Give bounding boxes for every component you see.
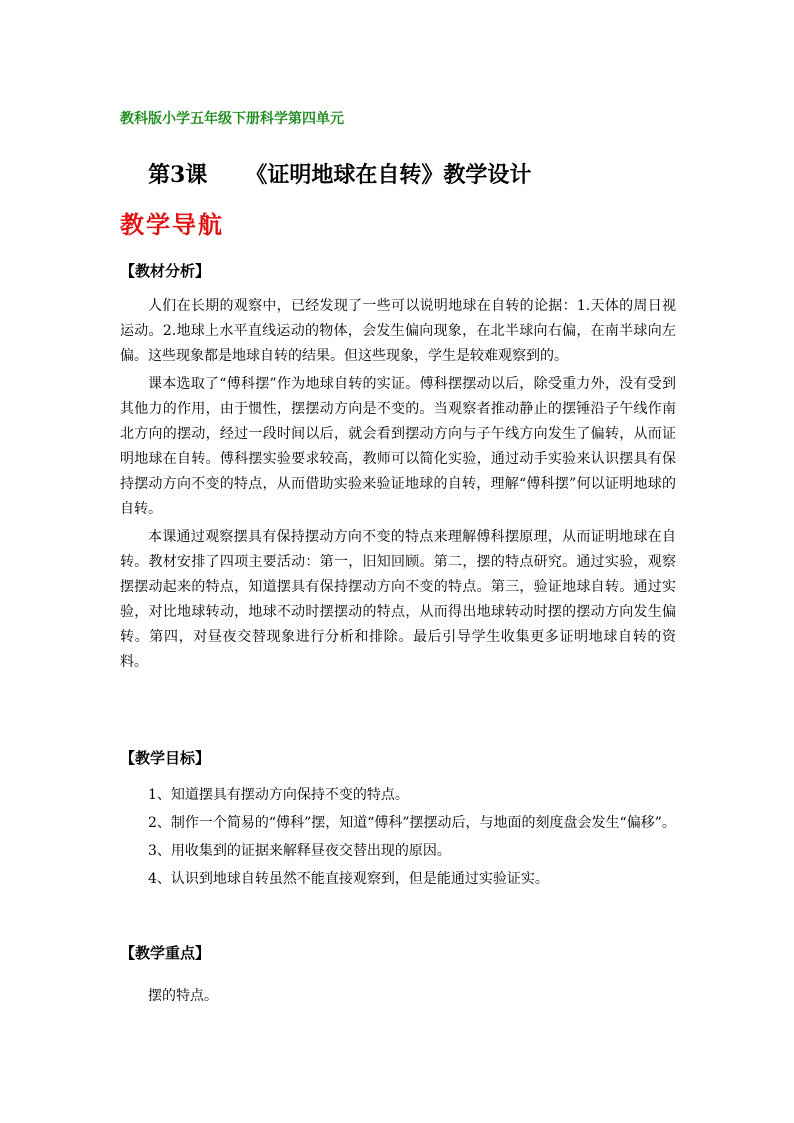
section-key-points bbox=[120, 940, 676, 1009]
section-textbook-analysis bbox=[120, 258, 676, 675]
teaching-navigation-title: 教学导航 bbox=[120, 211, 224, 239]
section-heading: 【教学重点】 bbox=[120, 944, 211, 962]
lesson-name: 《证明地球在自转》教学设计 bbox=[245, 162, 532, 188]
list-item: 4、认识到地球自转虽然不能直接观察到，但是能通过实验证实。 bbox=[148, 871, 549, 887]
section-teaching-goals bbox=[120, 745, 676, 892]
section-heading: 【教材分析】 bbox=[120, 262, 211, 280]
list-item: 2、制作一个简易的“傅科”摆，知道“傅科”摆摆动后，与地面的刻度盘会发生“偏移”。 bbox=[148, 815, 676, 831]
paragraph: 人们在长期的观察中，已经发现了一些可以说明地球在自转的论据：1.天体的周日视运动。2.地球上水平直线运动的物体，会发生偏向现象，在北半球向右偏，在南半球向左偏。这些现象都是地球自转的结果。但这些现象，学生是较难观察到的。 bbox=[120, 298, 676, 364]
lesson-title bbox=[148, 158, 668, 189]
paragraph: 本课通过观察摆具有保持摆动方向不变的特点来理解傅科摆原理，从而证明地球在自转。教材安排了四项主要活动：第一，旧知回顾。第二，摆的特点研究。通过实验，观察摆摆动起来的特点，知道摆具有保持摆动方向不变的特点。第三，验证地球自转。通过实验，对比地球转动，地球不动时摆摆动的特点，从而得出地球转动时摆的摆动方向发生偏转。第四，对昼夜交替现象进行分析和排除。最后引导学生收集更多证明地球自转的资料。 bbox=[120, 529, 676, 670]
lesson-number: 第3课 bbox=[148, 162, 208, 188]
paragraph: 摆的特点。 bbox=[148, 988, 218, 1004]
list-item: 1、知道摆具有摆动方向保持不变的特点。 bbox=[148, 787, 409, 803]
paragraph: 课本选取了“傅科摆”作为地球自转的实证。傅科摆摆动以后，除受重力外，没有受到其他力的作用，由于惯性，摆摆动方向是不变的。当观察者推动静止的摆锤沿子午线作南北方向的摆动，经过一段时间以后，就会看到摆动方向与子午线方向发生了偏转，从而证明地球在自转。傅科摆实验要求较高，教师可以简化实验，通过动手实验来认识摆具有保持摆动方向不变的特点，从而借助实验来验证地球的自转，理解“傅科摆”何以证明地球的自转。 bbox=[120, 376, 676, 517]
unit-header: 教科版小学五年级下册科学第四单元 bbox=[120, 111, 344, 127]
section-heading: 【教学目标】 bbox=[120, 749, 211, 767]
list-item: 3、用收集到的证据来解释昼夜交替出现的原因。 bbox=[148, 843, 451, 859]
